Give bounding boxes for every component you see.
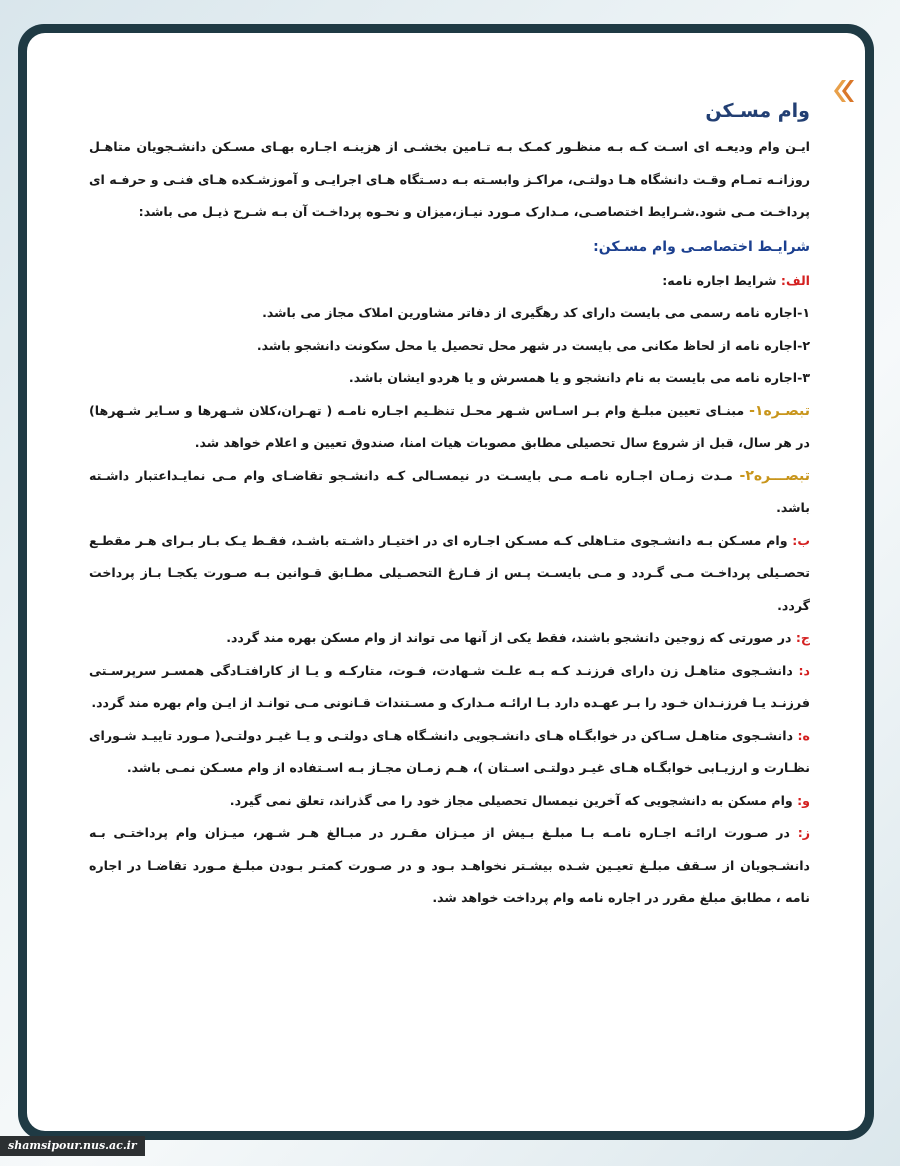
note-2-label: تبصـــره۲- [739,467,810,484]
note-1 [89,395,810,460]
b-label: ب: [792,532,810,548]
list-item: ۱-اجاره نامه رسمی می بایست دارای کد رهگیری از دفاتر مشاورین املاک مجاز می باشد. [262,305,810,320]
alef-text: شرایط اجاره نامه: [662,272,781,288]
note-1-label: تبصـره۱- [749,402,810,419]
alef-label: الف: [780,272,810,288]
condition-z [89,817,810,915]
section-heading: شرایـط اختصاصـی وام مسـکن: [593,238,810,255]
j-text: در صورتی که زوجین دانشجو باشند، فقط یکی از آنها می تواند از وام مسکن بهره مند گردد. [226,630,796,645]
d-text: دانشـجوی متاهـل زن دارای فرزنـد کـه بـه علـت شـهادت، فـوت، متارکـه و یـا از کارافتـادگی همسـر سرپرسـتی فرزنـد یـا فرزنـدان خـود را بـر عهـده دارد بـا ارائـه مـدارک و مسـتندات قـانونی مـی توانـد از ایـن وام بهره مند گردد. [89,662,810,710]
d-label: د: [798,662,810,678]
watermark: shamsipour.nus.ac.ir [0,1136,145,1156]
j-label: ج: [795,630,810,645]
b-text: وام مسـکن بـه دانشـجوی متـاهلی کـه مسـکن اجـاره ای در اختیـار داشـته باشـد، فقـط یـک بـار بـرای هـر مقطـع تحصـیلی پرداخـت مـی گـردد و مـی بایسـت پـس از فـارغ التحصـیلی مطـابق قـوانین بـه صـورت یکجـا بـاز پرداخت گردد. [89,532,810,613]
note-2 [89,460,810,525]
condition-b [89,525,810,623]
page-title: وام مسـکن [705,100,810,122]
page-frame [18,24,874,1140]
note-1-text: مبنـای تعیین مبلـغ وام بـر اسـاس شـهر محـل تنظـیم اجـاره نامـه ( تهـران،کلان شـهرها و سـایر شـهرها) در هر سال، قبل از شروع سال تحصیلی مطابق مصوبات هیات امنا، صندوق تعیین و اعلام خواهد شد. [89,402,810,450]
note-2-text: مـدت زمـان اجـاره نامـه مـی بایسـت در نیمسـالی کـه دانشـجو تقاضـای وام مـی نمایـداعتبار داشـته باشد. [89,467,810,515]
list-item: ۲-اجاره نامه از لحاظ مکانی می بایست در شهر محل تحصیل یا محل سکونت دانشجو باشد. [256,337,810,353]
z-label: ز: [797,825,810,840]
condition-v [89,785,810,818]
condition-j [89,622,810,655]
condition-h [89,720,810,785]
v-text: وام مسکن به دانشجویی که آخرین نیمسال تحصیلی مجاز خود را می گذراند، تعلق نمی گیرد. [229,792,798,808]
list-item: ۳-اجاره نامه می بایست به نام دانشجو و یا همسرش و یا هردو ایشان باشد. [348,370,810,385]
title-row [89,93,810,129]
h-text: دانشـجوی متاهـل سـاکن در خوابگـاه هـای دانشـجویی دانشـگاه هـای دولتـی و یـا غیـر دولتـی( مـورد تاییـد شـورای نظـارت و ارزیـابی خوابگـاه هـای غیـر دولتـی اسـتان )، هـم زمـان مجـاز بـه اسـتفاده از وام مسـکن نمـی باشد. [89,727,810,775]
intro-paragraph: ایـن وام ودیعـه ای اسـت کـه بـه منظـور کمـک بـه تـامین بخشـی از هزینـه اجـاره بهـای مسـکن دانشـجویان متاهـل روزانـه تمـام وقـت دانشگاه هـا دولتـی، مراکـز وابسـته بـه دسـتگاه هـای اجرایـی و آموزشـکده هـای فنـی و حرفـه ای پرداخـت مـی شود.شـرایط اختصاصـی، مـدارک مـورد نیـاز،میزان و نحـوه پرداخـت آن بـه شـرح ذیـل می باشد: [89,139,810,219]
h-label: ه: [797,727,810,743]
condition-alef [89,265,810,298]
z-text: در صـورت ارائـه اجـاره نامـه بـا مبلـغ بـیش از میـزان مقـرر در مبـالغ هـر شـهر، میـزان وام پرداختـی بـه دانشـجویان از سـقف مبلـغ تعیـین شـده بیشـتر نخواهـد بـود و در صـورت کمتـر بـودن مبلـغ مـورد تقاضـا در اجاره نامه ، مطابق مبلغ مقرر در اجاره نامه وام پرداخت خواهد شد. [89,825,810,905]
v-label: و: [797,792,810,808]
document-page [27,33,865,1131]
condition-d [89,655,810,720]
double-chevron-left-icon [825,77,855,105]
